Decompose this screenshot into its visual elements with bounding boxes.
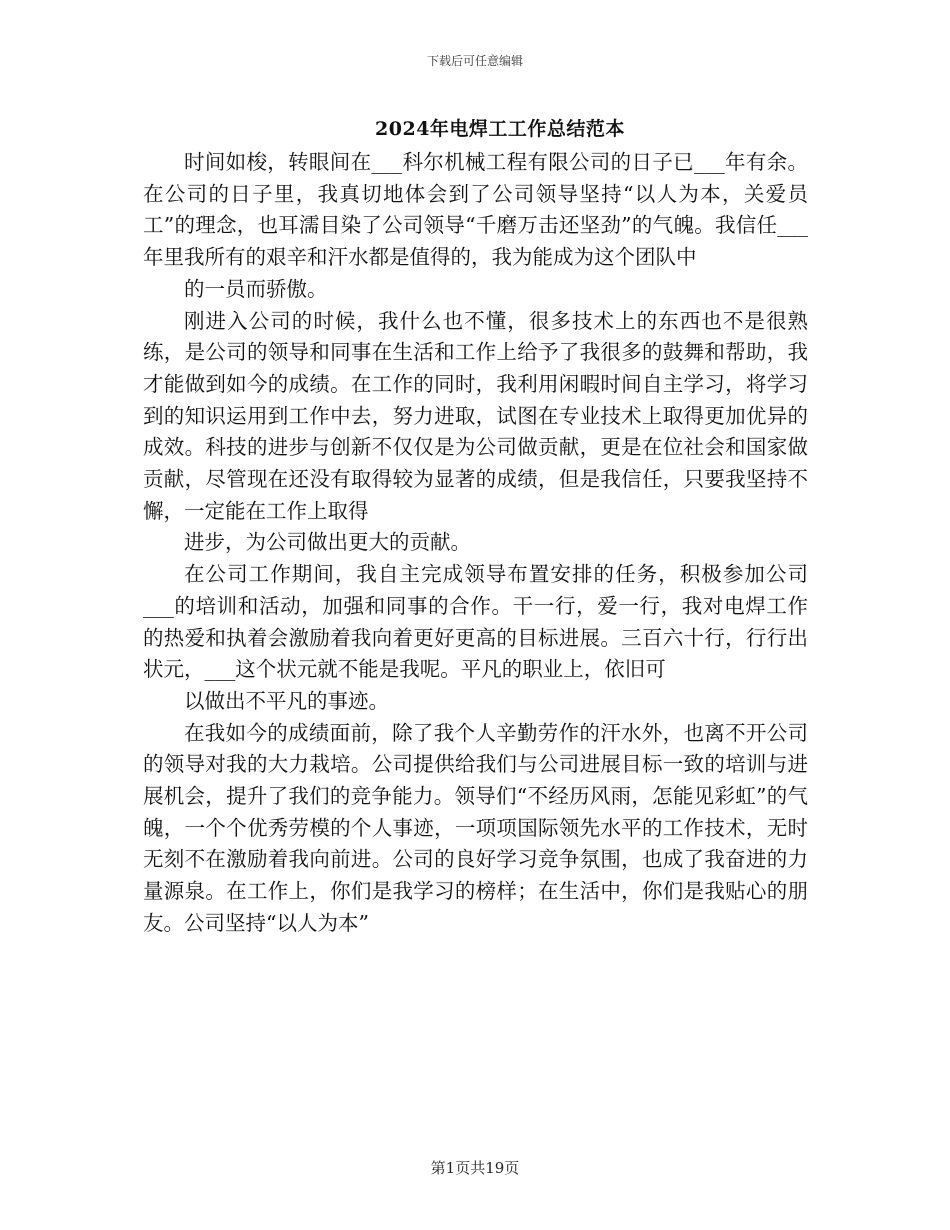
body-paragraph: 在我如今的成绩面前，除了我个人辛勤劳作的汗水外，也离不开公司的领导对我的大力栽培。公司提供给我们与公司进展目标一致的培训与进展机会，提升了我们的竞争能力。领导们“不经历风雨，怎能见彩虹”的气魄，一个个优秀劳模的个人事迹，一项项国际领先水平的工作技术，无时无刻不在激励着我向前进。公司的良好学习竞争氛围，也成了我奋进的力量源泉。在工作上，你们是我学习的榜样；在生活中，你们是我贴心的朋友。公司坚持“以人为本” xyxy=(143,720,808,935)
body-paragraph: 的一员而骄傲。 xyxy=(184,276,328,301)
body-paragraph: 在公司工作期间，我自主完成领导布置安排的任务，积极参加公司___的培训和活动，加强和同事的合作。干一行，爱一行，我对电焊工作的热爱和执着会激励着我向着更好更高的目标进展。三百六十行，行行出状元，___这个状元就不能是我呢。平凡的职业上，依旧可 xyxy=(143,562,808,682)
body-paragraph: 时间如梭，转眼间在___科尔机械工程有限公司的日子已___年有余。在公司的日子里，我真切地体会到了公司领导坚持“以人为本，关爱员工”的理念，也耳濡目染了公司领导“千磨万击还坚劲”的气魄。我信任___年里我所有的艰辛和汗水都是值得的，我为能成为这个团队中 xyxy=(143,150,808,270)
body-paragraph: 进步，为公司做出更大的贡献。 xyxy=(184,530,471,555)
document-body xyxy=(143,147,808,940)
document-title: 2024年电焊工工作总结范本 xyxy=(375,118,625,140)
page-number-footer: 第1页共19页 xyxy=(430,1159,520,1177)
body-paragraph: 刚进入公司的时候，我什么也不懂，很多技术上的东西也不是很熟练，是公司的领导和同事在生活和工作上给予了我很多的鼓舞和帮助，我才能做到如今的成绩。在工作的同时，我利用闲暇时间自主学习，将学习到的知识运用到工作中去，努力进取，试图在专业技术上取得更加优异的成效。科技的进步与创新不仅仅是为公司做贡献，更是在位社会和国家做贡献，尽管现在还没有取得较为显著的成绩，但是我信任，只要我坚持不懈，一定能在工作上取得 xyxy=(143,308,808,523)
body-paragraph: 以做出不平凡的事迹。 xyxy=(184,688,389,713)
page-header-note: 下载后可任意编辑 xyxy=(426,54,523,68)
